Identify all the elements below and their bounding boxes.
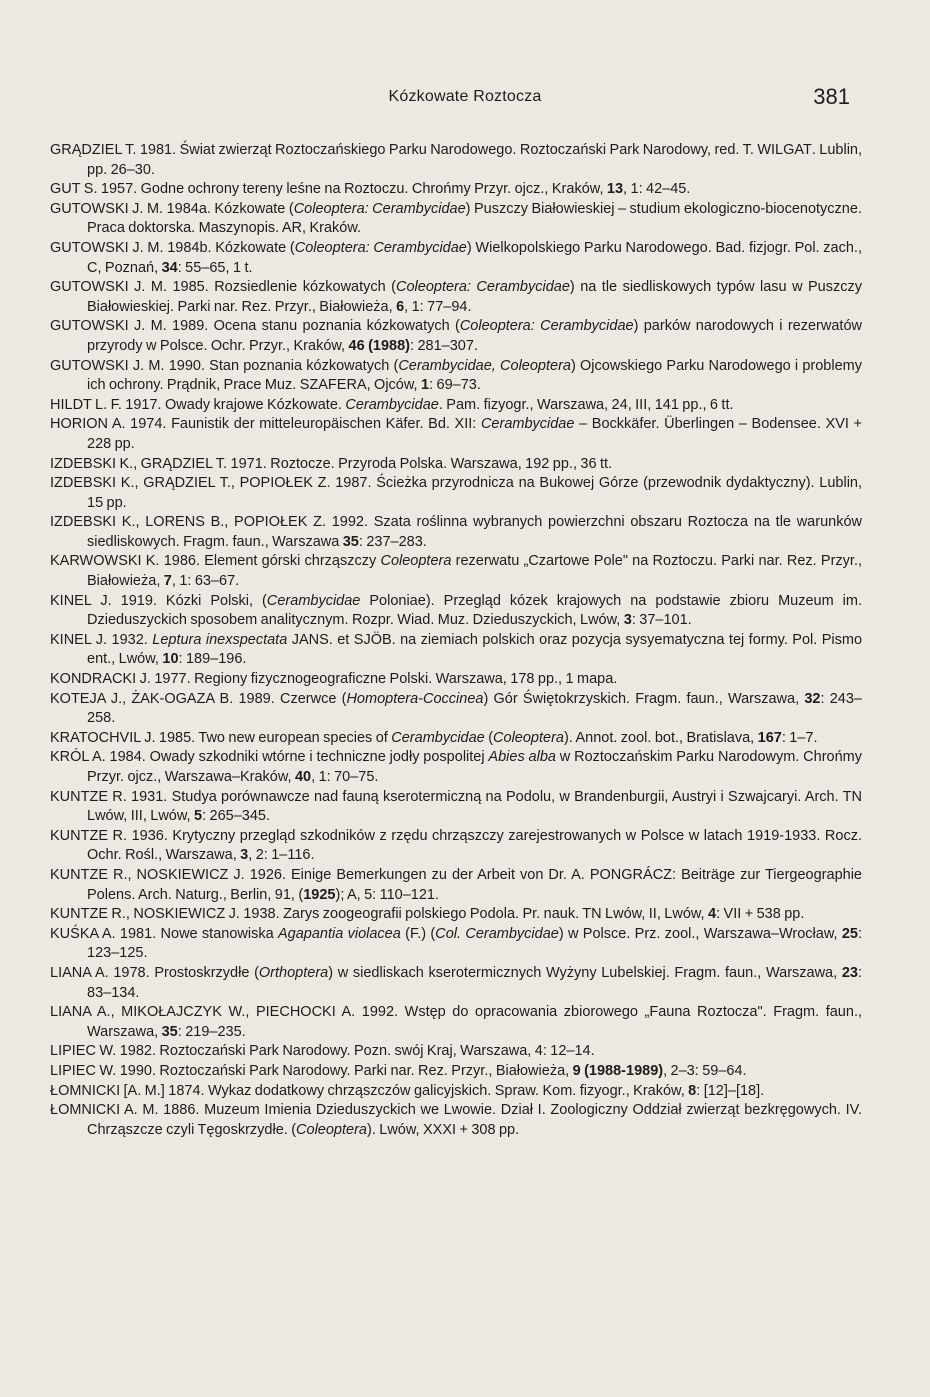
reference-text: , 1: 70–75. <box>311 769 379 785</box>
reference-text: ) Ojcowskiego Parku Narodowego i problemy ich ochrony. Prądnik, Prace Muz. <box>87 357 862 394</box>
running-title: Kózkowate Roztocza <box>388 88 542 105</box>
reference-list <box>50 141 862 1140</box>
reference-text: : 1–7. <box>781 729 818 746</box>
reference-text: 1989. Ocena stanu poznania kózkowatych ( <box>166 318 460 335</box>
reference-text: 1984b. Kózkowate ( <box>163 239 295 256</box>
running-header <box>0 84 930 112</box>
reference-text: ). Annot. zool. bot., Bratislava, <box>563 729 758 746</box>
reference-text: : 189–196. <box>178 651 247 668</box>
reference-text: 1931. Studya porównawcze nad fauną kserotermiczną na Podolu, w Brandenburgii, Austryi i Szwajcaryi. Arch. TN Lwów, III, Lwów, <box>87 788 862 825</box>
italic-text: Agapantia violacea <box>277 925 401 942</box>
bold-text: 167 <box>757 729 782 746</box>
reference-text: rezerwatu „Czartowe Pole" na Roztoczu. Parki nar. Rez. Przyr., Białowieża, <box>87 553 863 590</box>
reference-text: ) Wielkopolskiego Parku Narodowego. Bad. fizjogr. Pol. zach., C, Poznań, <box>87 239 862 276</box>
bold-text: 13 <box>606 181 624 198</box>
reference-text: . Pam. fizyogr., Warszawa, 24, III, 141 pp., 6 tt. <box>438 396 734 413</box>
reference-text: ( <box>484 729 494 746</box>
bold-text: 23 <box>841 964 858 981</box>
reference-text: , 1: 63–67. <box>171 573 240 590</box>
bold-text: 25 <box>841 925 858 942</box>
italic-text: Coleoptera: Cerambycidae <box>294 239 467 256</box>
author-name: KINEL J. <box>50 631 108 648</box>
reference-entry <box>50 455 862 475</box>
italic-text: Coleoptera: Cerambycidae <box>459 318 634 335</box>
reference-text: , Ojców, <box>366 377 421 394</box>
reference-entry <box>50 239 862 278</box>
reference-text: : 55–65, 1 t. <box>177 259 253 276</box>
reference-text: 1986. Element górski chrząszczy <box>159 553 381 570</box>
author-name: KRATOCHVIL J. <box>50 729 156 746</box>
reference-text: ) w siedliskach kserotermicznych Wyżyny Lubelskiej. Fragm. faun., Warszawa, <box>328 964 842 981</box>
reference-text: : [12]–[18]. <box>696 1082 765 1099</box>
italic-text: Cerambycidae, Coleoptera <box>398 357 571 374</box>
reference-entry <box>50 513 862 552</box>
reference-entry <box>50 180 862 200</box>
author-name: LIPIEC W. <box>50 1043 117 1060</box>
author-name: KUNTZE R. <box>50 827 128 844</box>
reference-text: : 237–283. <box>358 533 427 550</box>
reference-text: 1981. Nowe stanowiska <box>115 925 278 942</box>
author-name: KARWOWSKI K. <box>50 553 160 570</box>
reference-text: 1985. Two new european species of <box>155 729 392 746</box>
author-name: IZDEBSKI K., GRĄDZIEL T., POPIOŁEK Z. <box>50 475 331 492</box>
reference-text: 1874. Wykaz dodatkowy chrząszczów galicyjskich. Spraw. Kom. fizyogr., Kraków, <box>164 1082 689 1099</box>
reference-text: 1990. Roztoczański Park Narodowy. Parki nar. Rez. Przyr., Białowieża, <box>116 1062 573 1079</box>
italic-text: Coleoptera: Cerambycidae <box>293 200 466 217</box>
author-name: ŁOMNICKI A. M. <box>50 1102 159 1119</box>
author-name: ŁOMNICKI [A. M.] <box>50 1082 165 1099</box>
reference-text: , 1: 42–45. <box>623 181 691 198</box>
reference-entry <box>50 1003 862 1042</box>
reference-text: (F.) ( <box>400 925 436 942</box>
reference-text: 1982. Roztoczański Park Narodowy. Pozn. swój Kraj, Warszawa, 4: 12–14. <box>116 1043 595 1060</box>
author-name: GRĄDZIEL T. <box>50 142 137 158</box>
italic-text: Coleoptera <box>493 729 564 746</box>
reference-entry <box>50 552 862 591</box>
reference-entry <box>50 670 862 690</box>
reference-text: 1974. Faunistik der mitteleuropäischen Käfer. Bd. XII: <box>125 416 481 433</box>
italic-text: Cerambycidae <box>480 416 575 433</box>
reference-text: Poloniae). Przegląd kózek krajowych na podstawie zbioru Muzeum im. Dzieduszyckich sposobem analitycznym. Rozpr. Wiad. Muz. Dzieduszyckich, Lwów, <box>87 592 863 629</box>
author-name: KRÓL A. <box>50 749 106 766</box>
author-name: SJÖB. <box>353 631 396 648</box>
reference-text: ). Lwów, XXXI + 308 pp. <box>366 1121 520 1138</box>
author-name: IZDEBSKI K., LORENS B., POPIOŁEK Z. <box>50 514 326 531</box>
reference-entry <box>50 925 862 964</box>
reference-text: : Beiträge zur Tiergeographie Polens. Arch. Naturg., Berlin, 91, ( <box>87 866 862 903</box>
reference-text: 1984a. Kózkowate ( <box>163 200 294 217</box>
bold-text: 35 <box>342 533 359 550</box>
author-name: SZAFERA <box>299 377 367 394</box>
reference-text: 1984. Owady szkodniki wtórne i techniczne jodły pospolitej <box>105 749 489 766</box>
italic-text: Abies alba <box>488 749 556 766</box>
reference-text: ) w Polsce. Prz. zool., Warszawa–Wrocław, <box>558 925 842 942</box>
author-name: HORION A. <box>50 416 126 433</box>
reference-entry <box>50 141 862 180</box>
reference-text: 1978. Prostoskrzydłe ( <box>108 964 259 981</box>
bold-text: 7 <box>163 573 172 590</box>
reference-text: ) parków narodowych i rezerwatów przyrody w Polsce. Ochr. Przyr., Kraków, <box>87 318 862 354</box>
reference-text: na ziemiach polskich oraz pozycja sysyematyczna tej formy. Pol. Pismo ent., Lwów, <box>87 631 863 668</box>
bold-text: 32 <box>804 690 821 707</box>
reference-text: ) na tle siedliskowych typów lasu w Puszczy Białowieskiej. Parki nar. Rez. Przyr., Białowieża, <box>87 279 862 315</box>
reference-text: 1957. Godne ochrony tereny leśne na Roztoczu. Chrońmy Przyr. ojcz., Kraków, <box>97 181 607 198</box>
reference-text: 1932. <box>107 631 153 648</box>
reference-text: ); A, 5: 110–121. <box>335 886 440 903</box>
reference-text: 1926. Einige Bemerkungen zu der Arbeit von Dr. A. <box>244 866 590 883</box>
author-name: KUNTZE R. <box>50 788 127 805</box>
author-name: PONGRÁCZ <box>589 866 673 883</box>
author-name: LIPIEC W. <box>50 1062 117 1079</box>
reference-entry <box>50 827 862 866</box>
author-name: KUNTZE R., NOSKIEWICZ J. <box>50 906 240 923</box>
bold-text: 34 <box>161 259 178 276</box>
reference-text: 1981. Świat zwierząt Roztoczańskiego Parku Narodowego. Roztoczański Park Narodowy, red. T. <box>136 142 758 158</box>
reference-text: : 123–125. <box>87 925 863 962</box>
reference-text: 1886. Muzeum Imienia Dzieduszyckich we Lwowie. Dział I. Zoologiczny Oddział zwierząt bezkręgowych. IV. Chrząszcze czyli Tęgoskrzydłe. ( <box>87 1102 862 1138</box>
bold-text: 3 <box>623 612 632 629</box>
reference-entry <box>50 357 862 396</box>
author-name: KONDRACKI J. <box>50 671 151 688</box>
italic-text: Coleoptera <box>296 1121 367 1138</box>
author-name: KUŚKA A. <box>50 925 116 942</box>
page-number: 381 <box>813 84 850 109</box>
reference-text: 1917. Owady krajowe Kózkowate. <box>121 396 346 413</box>
reference-text: 1985. Rozsiedlenie kózkowatych ( <box>167 279 396 296</box>
italic-text: Cerambycidae <box>345 396 439 413</box>
author-name: GUTOWSKI J. M. <box>50 239 164 256</box>
reference-entry <box>50 690 862 729</box>
reference-text: et <box>332 631 354 648</box>
author-name: GUTOWSKI J. M. <box>50 200 164 217</box>
reference-text: 1971. Roztocze. Przyroda Polska. Warszawa, 192 pp., 36 tt. <box>227 455 613 472</box>
author-name: LIANA A. <box>50 964 109 981</box>
reference-text: : 265–345. <box>202 808 271 825</box>
author-name: IZDEBSKI K., GRĄDZIEL T. <box>50 455 228 472</box>
reference-entry <box>50 415 862 454</box>
reference-entry <box>50 729 862 749</box>
reference-entry <box>50 278 862 317</box>
reference-entry <box>50 1062 862 1082</box>
reference-text: 1992. Wstęp do opracowania zbiorowego „Fauna Roztocza". Fragm. faun., Warszawa, <box>87 1004 862 1040</box>
reference-text: 1989. Czerwce ( <box>233 690 347 707</box>
reference-entry <box>50 396 862 416</box>
bold-text: 4 <box>708 906 717 923</box>
bold-text: 1925 <box>303 886 336 903</box>
italic-text: Homoptera-Coccinea <box>346 690 484 707</box>
reference-text: . Lublin, pp. 26–30. <box>87 142 863 178</box>
author-name: LIANA A., MIKOŁAJCZYK W., PIECHOCKI A. <box>50 1004 356 1021</box>
author-name: WILGAT <box>757 142 812 158</box>
reference-text: , 2–3: 59–64. <box>663 1062 747 1079</box>
bold-text: 6 <box>396 298 405 315</box>
reference-text: 1987. Ścieżka przyrodnicza na Bukowej Górze (przewodnik dydaktyczny). Lublin, 15 pp. <box>87 475 863 511</box>
bold-text: 3 <box>240 847 249 864</box>
reference-text: : 281–307. <box>410 337 478 354</box>
reference-entry <box>50 866 862 905</box>
reference-entry <box>50 200 862 239</box>
author-name: KUNTZE R., NOSKIEWICZ J. <box>50 866 245 883</box>
reference-text: – Bockkäfer. Überlingen – Bodensee. XVI + 228 pp. <box>87 416 862 452</box>
reference-text: 1919. Kózki Polski, ( <box>111 592 267 609</box>
reference-text: ) Gór Świętokrzyskich. Fragm. faun., Warszawa, <box>483 690 805 707</box>
italic-text: Orthoptera <box>258 964 329 981</box>
bold-text: 1 <box>421 377 430 394</box>
reference-text: : VII + 538 pp. <box>716 906 805 923</box>
reference-text: : 37–101. <box>631 612 692 629</box>
reference-entry <box>50 964 862 1003</box>
reference-entry <box>50 317 862 356</box>
italic-text: Cerambycidae <box>391 729 485 746</box>
reference-entry <box>50 1042 862 1062</box>
reference-text: : 219–235. <box>177 1023 246 1040</box>
reference-text: 1936. Krytyczny przegląd szkodników z rzędu chrząszczy zarejestrowanych w Polsce w latach 1919-1933. Rocz. Ochr. Rośl., Warszawa, <box>87 827 862 864</box>
bold-text: 5 <box>194 808 203 825</box>
author-name: KOTEJA J., ŻAK-OGAZA B. <box>50 690 234 707</box>
italic-text: Coleoptera <box>380 553 452 570</box>
bold-text: 46 (1988) <box>348 337 410 354</box>
author-name: GUTOWSKI J. M. <box>50 318 167 335</box>
bold-text: 10 <box>162 651 179 668</box>
reference-text: 1990. Stan poznania kózkowatych ( <box>164 357 399 374</box>
reference-entry <box>50 474 862 513</box>
author-name: GUTOWSKI J. M. <box>50 357 165 374</box>
reference-text: : 243–258. <box>87 690 862 727</box>
italic-text: Col. Cerambycidae <box>435 925 559 942</box>
reference-entry <box>50 592 862 631</box>
reference-entry <box>50 748 862 787</box>
bold-text: 9 (1988-1989) <box>572 1062 664 1079</box>
author-name: GUTOWSKI J. M. <box>50 279 167 296</box>
author-name: JANS. <box>291 631 333 648</box>
reference-text: , 1: 77–94. <box>404 298 472 315</box>
bold-text: 8 <box>688 1082 697 1099</box>
reference-entry <box>50 1082 862 1102</box>
bold-text: 40 <box>294 769 312 785</box>
reference-text: w Roztoczańskim Parku Narodowym. Chrońmy Przyr. ojcz., Warszawa–Kraków, <box>87 749 862 785</box>
reference-text: 1938. Zarys zoogeografii polskiego Podola. Pr. nauk. TN Lwów, II, Lwów, <box>239 906 709 923</box>
author-name: GUT S. <box>50 181 98 198</box>
reference-entry <box>50 905 862 925</box>
italic-text: Coleoptera: Cerambycidae <box>396 279 570 296</box>
reference-text: ) Puszczy Białowieskiej – studium ekologiczno-biocenotyczne. Praca doktorska. Maszynopis. AR, Kraków. <box>87 200 862 237</box>
reference-text: : 69–73. <box>429 377 481 394</box>
reference-text: 1992. Szata roślinna wybranych powierzchni obszaru Roztocza na tle warunków siedliskowych. Fragm. faun., Warszawa <box>87 514 862 550</box>
reference-entry <box>50 788 862 827</box>
italic-text: Leptura inexspectata <box>152 631 288 648</box>
italic-text: Cerambycidae <box>266 592 361 609</box>
bold-text: 35 <box>161 1023 178 1040</box>
reference-text: , 2: 1–116. <box>248 847 315 864</box>
reference-entry <box>50 1101 862 1140</box>
author-name: HILDT L. F. <box>50 396 122 413</box>
reference-text: 1977. Regiony fizycznogeograficzne Polski. Warszawa, 178 pp., 1 mapa. <box>150 671 618 688</box>
reference-entry <box>50 631 862 670</box>
author-name: KINEL J. <box>50 592 112 609</box>
reference-text: : 83–134. <box>87 964 862 1001</box>
